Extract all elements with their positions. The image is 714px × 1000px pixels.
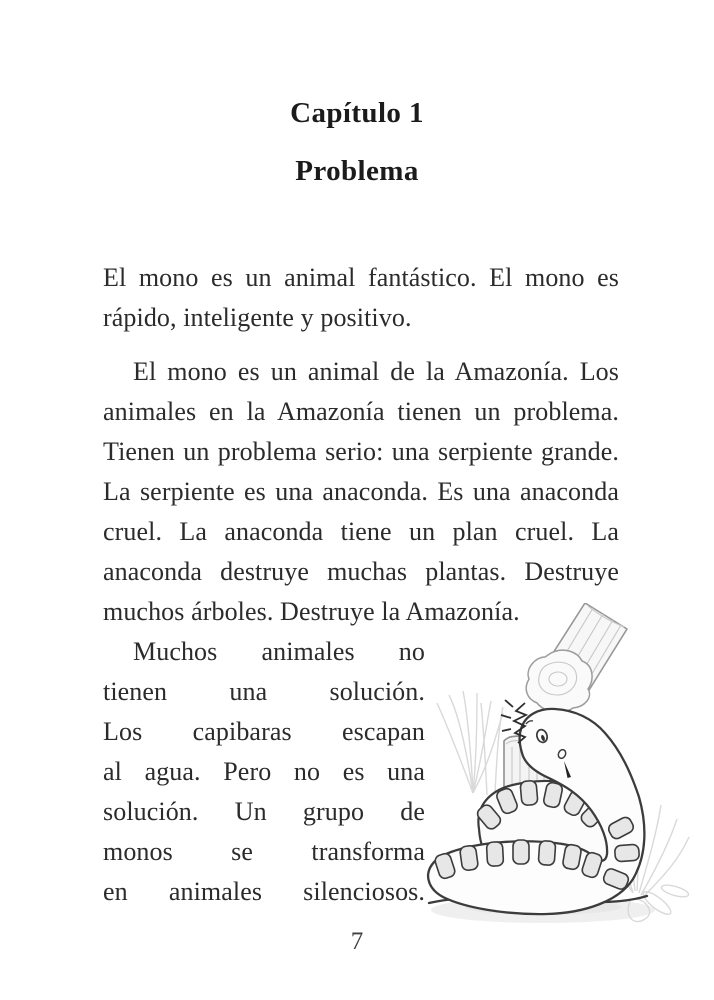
paragraph-3 [103, 632, 425, 912]
text-line: El mono es un animal fantástico. El mono es [103, 263, 619, 292]
text-line: solución. Un grupo de [103, 797, 425, 826]
text-line: El mono es un animal de la Amazonía. Los [133, 357, 619, 386]
text-line: al agua. Pero no es una [103, 757, 425, 786]
text-line: Muchos animales no [133, 637, 425, 666]
anaconda-illustration [425, 603, 714, 935]
text-line: muchos árboles. Destruye la Amazonía. [103, 597, 520, 626]
text-line: cruel. La anaconda tiene un plan cruel. La [103, 517, 619, 546]
falling-trunk [526, 603, 627, 712]
text-line: rápido, inteligente y positivo. [103, 303, 412, 332]
paragraph-1 [103, 258, 619, 338]
page-number: 7 [350, 928, 364, 955]
chapter-label: Capítulo 1 [290, 97, 424, 129]
text-line: Los capibaras escapan [103, 717, 425, 746]
text-line: Tienen un problema serio: una serpiente grande. [103, 437, 619, 466]
palm-fronds-left-icon [437, 691, 503, 795]
text-line: monos se transforma [103, 837, 425, 866]
text-line: en animales silenciosos. [103, 877, 425, 906]
chapter-title: Problema [295, 155, 419, 187]
text-line: La serpiente es una anaconda. Es una anaconda [103, 477, 619, 506]
paragraph-2 [103, 352, 619, 632]
text-line: tienen una solución. [103, 677, 425, 706]
text-line: animales en la Amazonía tienen un problema. [103, 397, 619, 426]
text-line: anaconda destruye muchas plantas. Destruye [103, 557, 619, 586]
